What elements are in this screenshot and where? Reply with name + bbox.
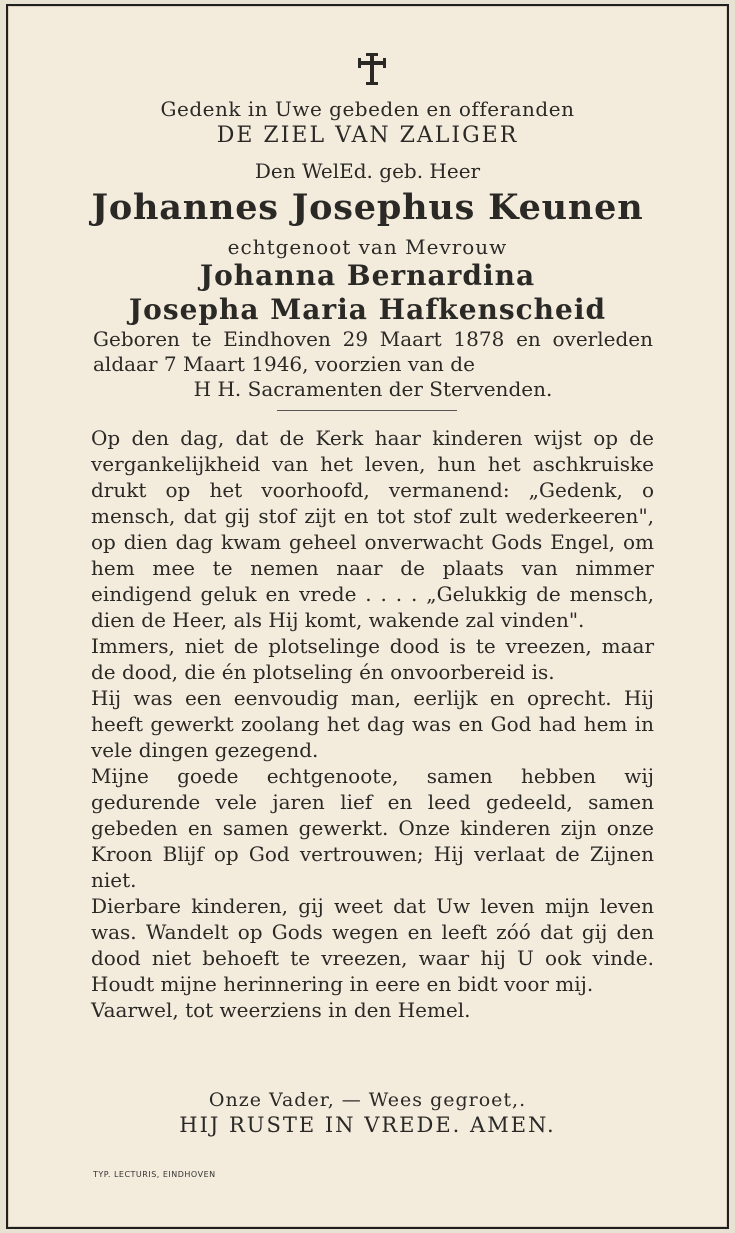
birth-death-details — [93, 327, 653, 402]
prayer-line: Onze Vader, — Wees gegroet,. — [208, 1089, 527, 1111]
remembrance-line: Gedenk in Uwe gebeden en offeranden — [160, 97, 575, 121]
spouse-intro: echtgenoot van Mevrouw — [227, 235, 508, 259]
divider-line — [277, 410, 457, 411]
cross-icon — [357, 51, 387, 87]
memorial-text: Op den dag, dat de Kerk haar kinderen wijst op de vergankelijkheid van het leven, hun het aschkruiske drukt op het voorhoofd, vermanend: „Gedenk, o mensch, dat gij stof zijt en tot stof zult wederkeeren", op dien dag kwam geheel onverwacht Gods Engel, om hem mee te nemen naar de plaats van nimmer eindigend geluk en vrede . . . . „Gelukkig de mensch, dien de Heer, als Hij komt, wakende zal vinden". Immers, niet de plotselinge dood is te vreezen, maar de dood, die én plotseling én onvoorbereid is. Hij was een eenvoudig man, eerlijk en oprecht. Hij heeft gewerkt zoolang het dag was en God had hem in vele dingen gezegend. Mijne goede echtgenoote, samen hebben wij gedurende vele jaren lief en leed gedeeld, samen gebeden en samen gewerkt. Onze kinderen zijn onze Kroon Blijf op God vertrouwen; Hij verlaat de Zijnen niet. Dierbare kinderen, gij weet dat Uw leven mijn leven was. Wandelt op Gods wegen en leeft zóó dat gij den dood niet behoeft te vreezen, waar hij U ook vinde. Houdt mijne herinnering in eere en bidt voor mij. Vaarwel, tot weerziens in den Hemel. — [91, 426, 654, 1022]
printer-credit: TYP. LECTURIS, EINDHOVEN — [93, 1170, 216, 1179]
honorific-line: Den WelEd. geb. Heer — [254, 159, 481, 183]
memorial-card — [8, 6, 727, 1227]
sacraments-line: H H. Sacramenten der Stervenden. — [193, 377, 553, 401]
spouse-name-line-1: Johanna Bernardina — [199, 259, 536, 292]
birth-death-text: Geboren te Eindhoven 29 Maart 1878 en overleden aldaar 7 Maart 1946, voorzien van de — [93, 327, 653, 376]
soul-heading: DE ZIEL VAN ZALIGER — [216, 123, 519, 148]
spouse-name-line-2: Josepha Maria Hafkenscheid — [128, 293, 607, 326]
closing-line: HIJ RUSTE IN VREDE. AMEN. — [179, 1113, 556, 1137]
deceased-name: Johannes Josephus Keunen — [91, 187, 644, 228]
